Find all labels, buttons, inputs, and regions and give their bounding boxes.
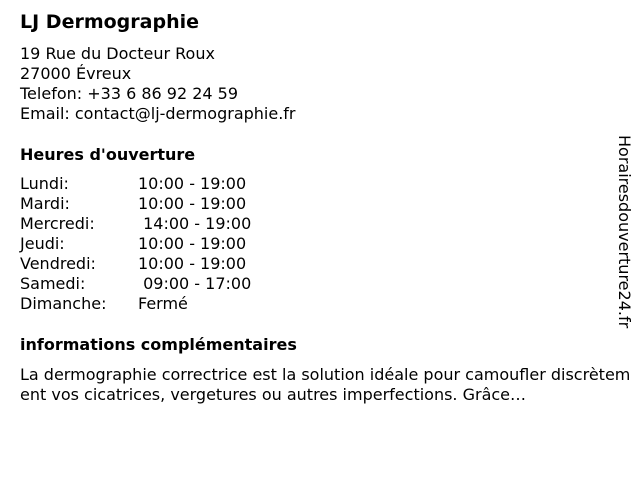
info-heading: informations complémentaires <box>20 335 297 354</box>
hours-time: 10:00 - 19:00 <box>138 234 247 253</box>
opening-hours-table <box>20 174 251 314</box>
hours-day: Mardi: <box>20 194 70 213</box>
hours-time: 09:00 - 17:00 <box>138 274 252 293</box>
hours-day: Lundi: <box>20 174 69 193</box>
hours-row-wednesday <box>20 214 251 234</box>
hours-time: 10:00 - 19:00 <box>138 254 247 273</box>
hours-row-tuesday <box>20 194 251 214</box>
hours-row-monday <box>20 174 251 194</box>
hours-row-saturday <box>20 274 251 294</box>
hours-row-sunday <box>20 294 251 314</box>
hours-time: Fermé <box>138 294 188 313</box>
hours-day: Dimanche: <box>20 294 107 313</box>
info-description: La dermographie correctrice est la solution idéale pour camoufler discrètement vos cicatrices, vergetures ou autres imperfections. Grâce… <box>20 365 631 404</box>
hours-time: 10:00 - 19:00 <box>138 194 247 213</box>
address-city: 27000 Évreux <box>20 64 132 83</box>
hours-time: 10:00 - 19:00 <box>138 174 247 193</box>
hours-day: Mercredi: <box>20 214 95 233</box>
email-address: Email: contact@lj-dermographie.fr <box>20 104 296 123</box>
address-street: 19 Rue du Docteur Roux <box>20 44 215 63</box>
hours-time: 14:00 - 19:00 <box>138 214 252 233</box>
hours-day: Vendredi: <box>20 254 96 273</box>
hours-heading: Heures d'ouverture <box>20 145 196 164</box>
business-name: LJ Dermographie <box>20 11 199 33</box>
watermark: Horairesdouverture24.fr <box>615 135 634 329</box>
hours-day: Samedi: <box>20 274 86 293</box>
phone-number: Telefon: +33 6 86 92 24 59 <box>20 84 239 103</box>
hours-row-friday <box>20 254 251 274</box>
hours-row-thursday <box>20 234 251 254</box>
contact-block <box>20 44 296 124</box>
hours-day: Jeudi: <box>20 234 65 253</box>
